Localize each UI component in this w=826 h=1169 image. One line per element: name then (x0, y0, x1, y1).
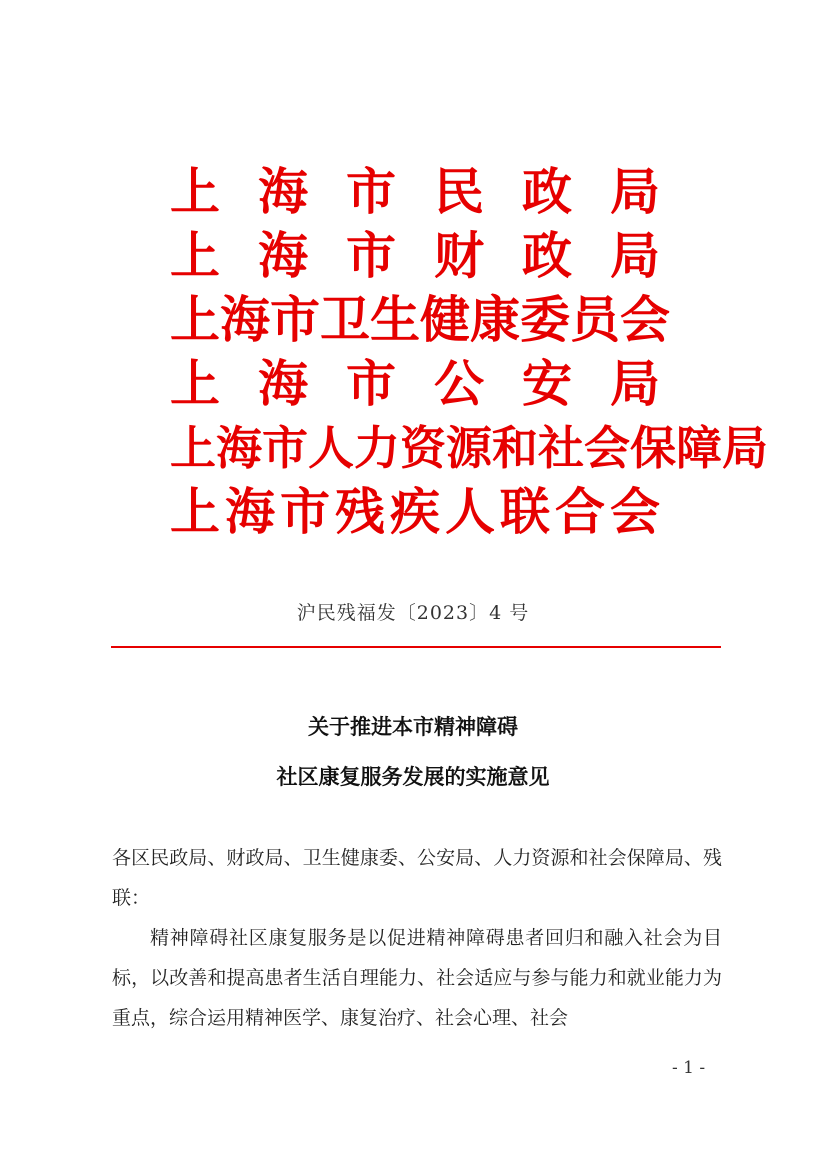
issuer-civil-affairs: 上 海 市 民 政 局 (170, 162, 660, 221)
document-title-line-1: 关于推进本市精神障碍 (308, 715, 518, 739)
issuer-disabled-federation: 上 海 市 残 疾 人 联 合 会 (170, 482, 660, 541)
issuer-public-security: 上 海 市 公 安 局 (170, 354, 660, 413)
issuer-finance: 上 海 市 财 政 局 (170, 226, 660, 285)
issuer-health-commission: 上 海 市 卫 生 健 康 委 员 会 (170, 290, 670, 349)
document-title-line-2: 社区康复服务发展的实施意见 (276, 765, 550, 789)
document-body (112, 838, 722, 1038)
document-number: 沪民残福发〔2023〕4 号 (296, 602, 530, 624)
issuing-authorities (170, 160, 768, 544)
page-number: - 1 - (672, 1058, 706, 1078)
recipients-line: 各区民政局、财政局、卫生健康委、公安局、人力资源和社会保障局、残联： (112, 847, 722, 909)
issuer-human-resources: 上 海 市 人 力 资 源 和 社 会 保 障 局 (170, 421, 768, 475)
red-divider (111, 646, 721, 648)
body-paragraph: 精神障碍社区康复服务是以促进精神障碍患者回归和融入社会为目标，以改善和提高患者生活自理能力、社会适应与参与能力和就业能力为重点，综合运用精神医学、康复治疗、社会心理、社会 (112, 927, 722, 1029)
